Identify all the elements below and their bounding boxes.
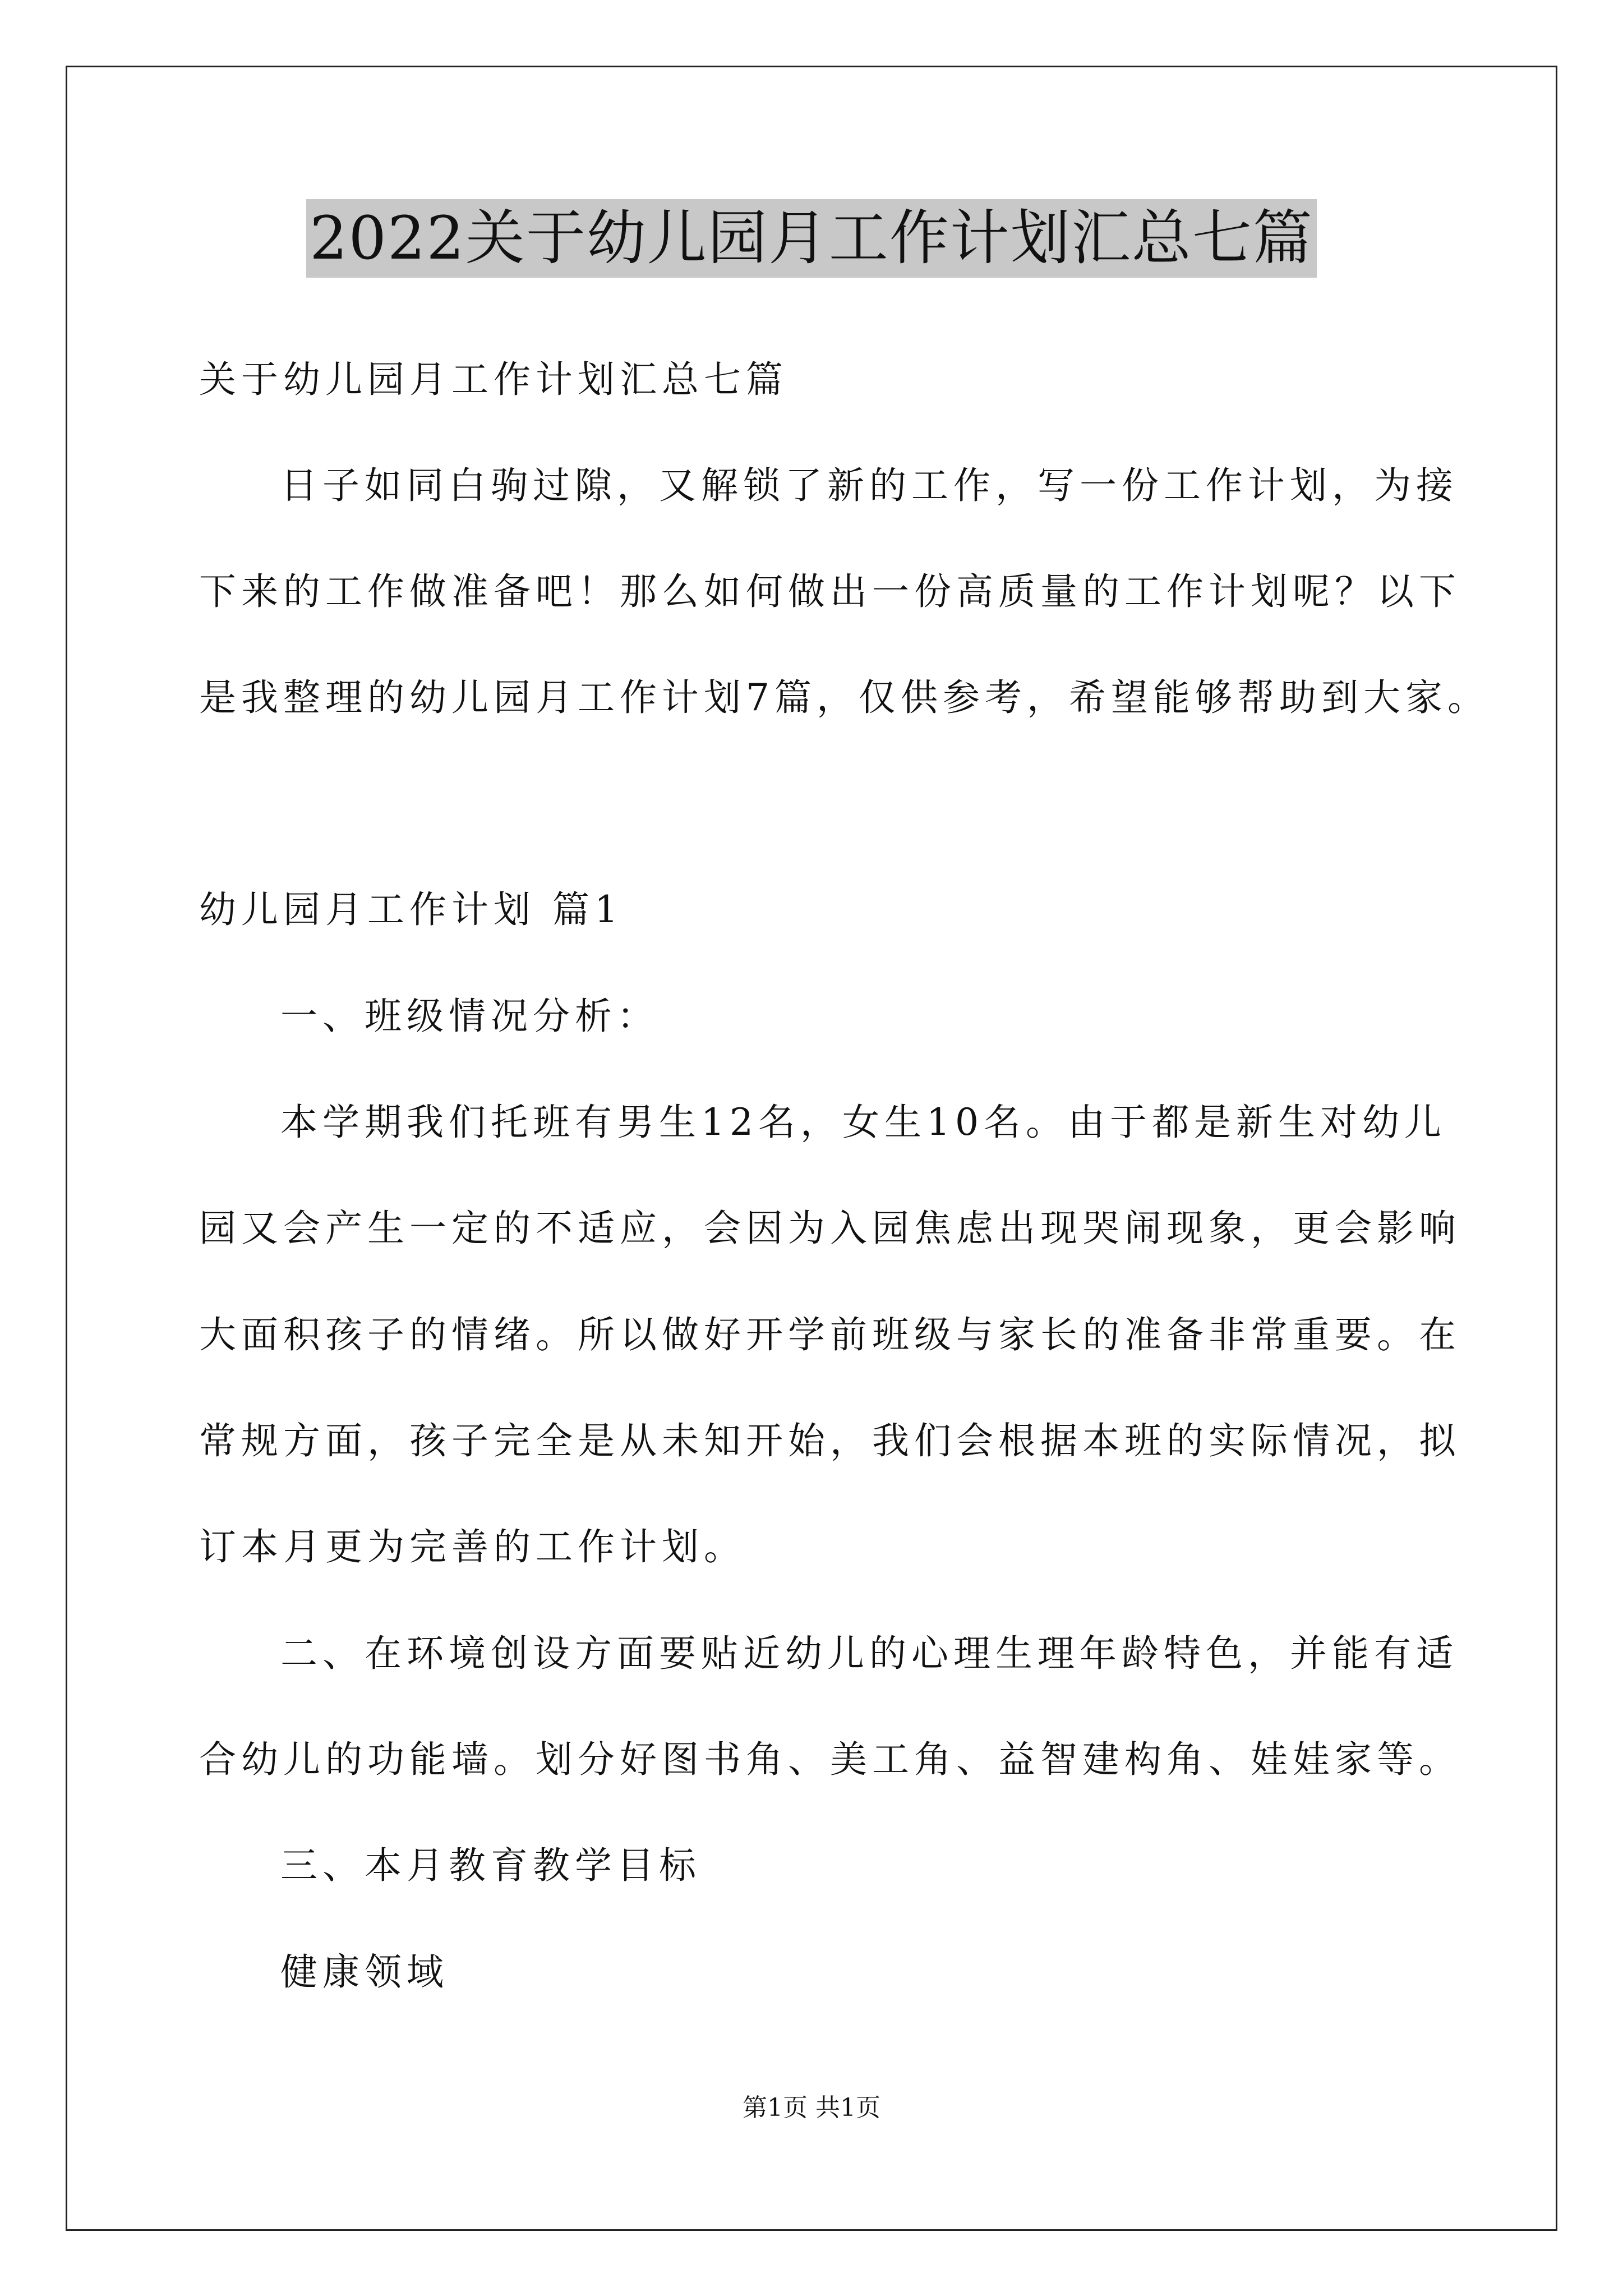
section1-heading: 一、班级情况分析： (280, 995, 659, 1038)
title-container (0, 199, 1623, 278)
document-title: 2022关于幼儿园月工作计划汇总七篇 (306, 199, 1317, 278)
intro-line-2: 下来的工作做准备吧！那么如何做出一份高质量的工作计划呢？以下 (199, 570, 1461, 613)
section1-line-1: 本学期我们托班有男生12名，女生10名。由于都是新生对幼儿 (280, 1101, 1446, 1144)
intro-line-3: 是我整理的幼儿园月工作计划7篇，仅供参考，希望能够帮助到大家。 (199, 676, 1490, 719)
document-subtitle: 关于幼儿园月工作计划汇总七篇 (199, 358, 788, 401)
section1-line-2: 园又会产生一定的不适应，会因为入园焦虑出现哭闹现象，更会影响 (199, 1207, 1461, 1250)
intro-line-1: 日子如同白驹过隙，又解锁了新的工作，写一份工作计划，为接 (280, 464, 1458, 507)
section2-line-2: 合幼儿的功能墙。划分好图书角、美工角、益智建构角、娃娃家等。 (199, 1738, 1461, 1781)
page-number-footer: 第1页 共1页 (743, 2093, 880, 2122)
section1-line-4: 常规方面，孩子完全是从未知开始，我们会根据本班的实际情况，拟 (199, 1419, 1461, 1462)
section2-line-1: 二、在环境创设方面要贴近幼儿的心理生理年龄特色，并能有适 (280, 1632, 1458, 1675)
section-heading: 幼儿园月工作计划 篇1 (199, 888, 623, 931)
section1-line-5: 订本月更为完善的工作计划。 (199, 1525, 746, 1568)
section1-line-3: 大面积孩子的情绪。所以做好开学前班级与家长的准备非常重要。在 (199, 1313, 1461, 1356)
section3-subheading: 健康领域 (280, 1950, 449, 1994)
section3-heading: 三、本月教育教学目标 (280, 1844, 701, 1887)
